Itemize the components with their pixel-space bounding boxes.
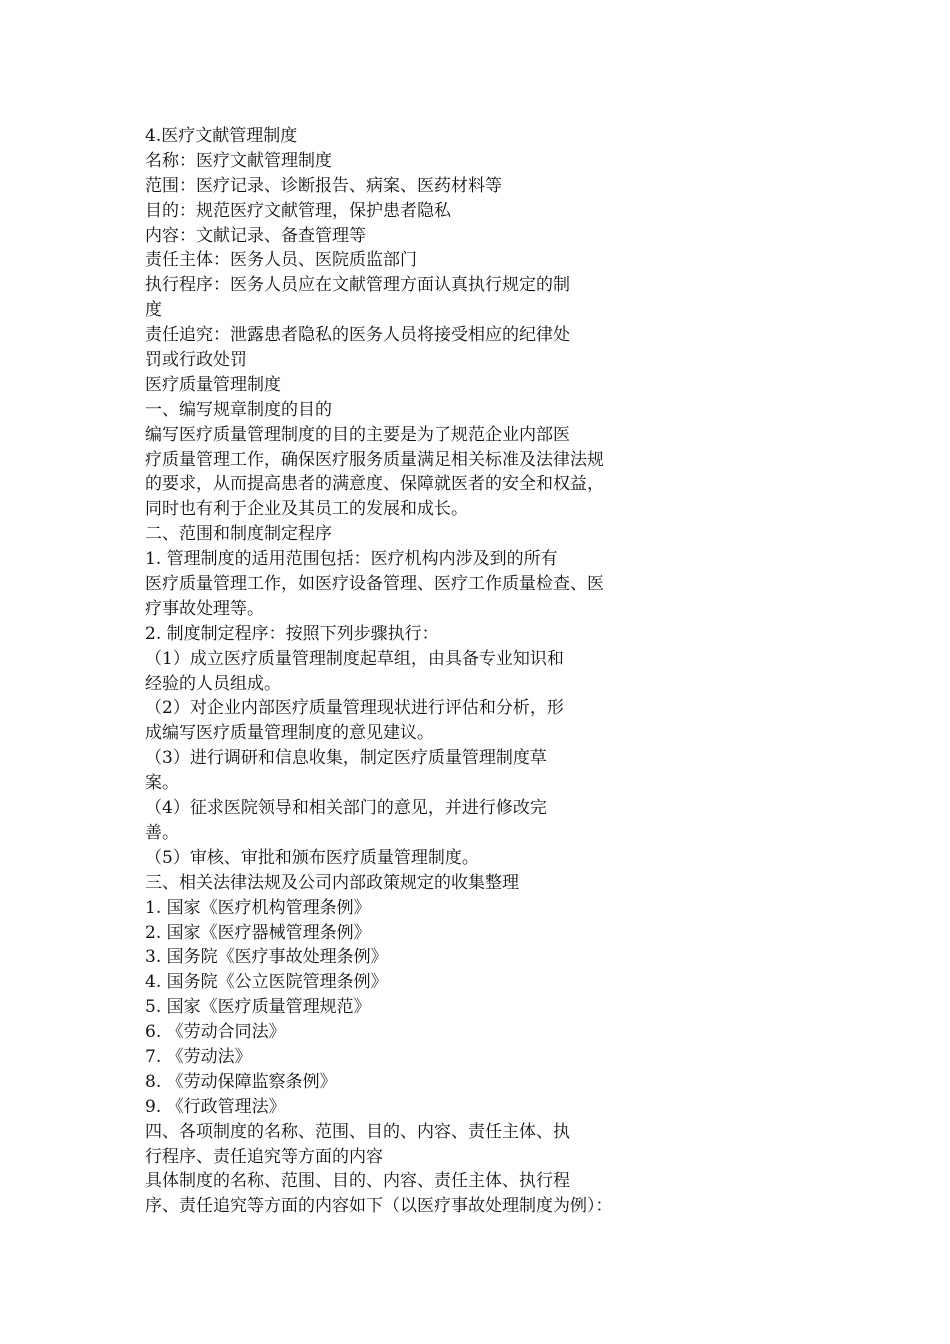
- text-line: 疗质量管理工作，确保医疗服务质量满足相关标准及法律法规: [145, 449, 604, 470]
- section-heading: 一、编写规章制度的目的: [145, 399, 332, 420]
- text-line: 案。: [145, 773, 179, 794]
- list-item: 9. 《行政管理法》: [145, 1096, 286, 1117]
- text-line: 责任主体：医务人员、医院质监部门: [145, 250, 417, 271]
- text-line: 责任追究：泄露患者隐私的医务人员将接受相应的纪律处: [145, 325, 570, 346]
- text-line: 医疗质量管理工作，如医疗设备管理、医疗工作质量检查、医: [145, 574, 604, 595]
- list-item: 5. 国家《医疗质量管理规范》: [145, 997, 371, 1018]
- list-item: 6. 《劳动合同法》: [145, 1022, 286, 1043]
- list-item: 3. 国务院《医疗事故处理条例》: [145, 947, 388, 968]
- text-line: 疗事故处理等。: [145, 598, 264, 619]
- list-item: 4. 国务院《公立医院管理条例》: [145, 972, 388, 993]
- document-body: [145, 124, 705, 1219]
- text-line: 内容：文献记录、备查管理等: [145, 225, 366, 246]
- section-heading: 三、相关法律法规及公司内部政策规定的收集整理: [145, 872, 519, 893]
- text-line: 编写医疗质量管理制度的目的主要是为了规范企业内部医: [145, 424, 570, 445]
- section-heading: 医疗质量管理制度: [145, 374, 281, 395]
- text-line: 2. 制度制定程序：按照下列步骤执行：: [145, 623, 439, 644]
- text-line: （5）审核、审批和颁布医疗质量管理制度。: [145, 847, 479, 868]
- text-line: （3）进行调研和信息收集，制定医疗质量管理制度草: [145, 748, 547, 769]
- text-line: 范围：医疗记录、诊断报告、病案、医药材料等: [145, 175, 502, 196]
- text-line: 的要求，从而提高患者的满意度、保障就医者的安全和权益，: [145, 474, 604, 495]
- text-line: 目的：规范医疗文献管理，保护患者隐私: [145, 200, 451, 221]
- section-heading: 四、各项制度的名称、范围、目的、内容、责任主体、执: [145, 1121, 570, 1142]
- list-item: 1. 国家《医疗机构管理条例》: [145, 897, 371, 918]
- text-line: 执行程序：医务人员应在文献管理方面认真执行规定的制: [145, 275, 570, 296]
- text-line: （2）对企业内部医疗质量管理现状进行评估和分析，形: [145, 698, 564, 719]
- list-item: 2. 国家《医疗器械管理条例》: [145, 922, 371, 943]
- section-heading: 行程序、责任追究等方面的内容: [145, 1146, 383, 1167]
- list-item: 7. 《劳动法》: [145, 1046, 252, 1067]
- list-item: 8. 《劳动保障监察条例》: [145, 1071, 337, 1092]
- text-line: 罚或行政处罚: [145, 350, 247, 371]
- text-line: 序、责任追究等方面的内容如下（以医疗事故处理制度为例）：: [145, 1196, 613, 1217]
- text-line: （1）成立医疗质量管理制度起草组，由具备专业知识和: [145, 648, 564, 669]
- text-line: 1. 管理制度的适用范围包括：医疗机构内涉及到的所有: [145, 549, 558, 570]
- text-line: 4.医疗文献管理制度: [145, 126, 298, 146]
- text-line: 成编写医疗质量管理制度的意见建议。: [145, 723, 434, 744]
- text-line: 同时也有利于企业及其员工的发展和成长。: [145, 499, 468, 520]
- text-line: 善。: [145, 822, 179, 843]
- text-line: （4）征求医院领导和相关部门的意见，并进行修改完: [145, 798, 547, 819]
- text-line: 经验的人员组成。: [145, 673, 281, 694]
- text-line: 名称：医疗文献管理制度: [145, 150, 332, 171]
- text-line: 度: [145, 300, 162, 321]
- section-heading: 二、范围和制度制定程序: [145, 524, 332, 545]
- text-line: 具体制度的名称、范围、目的、内容、责任主体、执行程: [145, 1171, 570, 1192]
